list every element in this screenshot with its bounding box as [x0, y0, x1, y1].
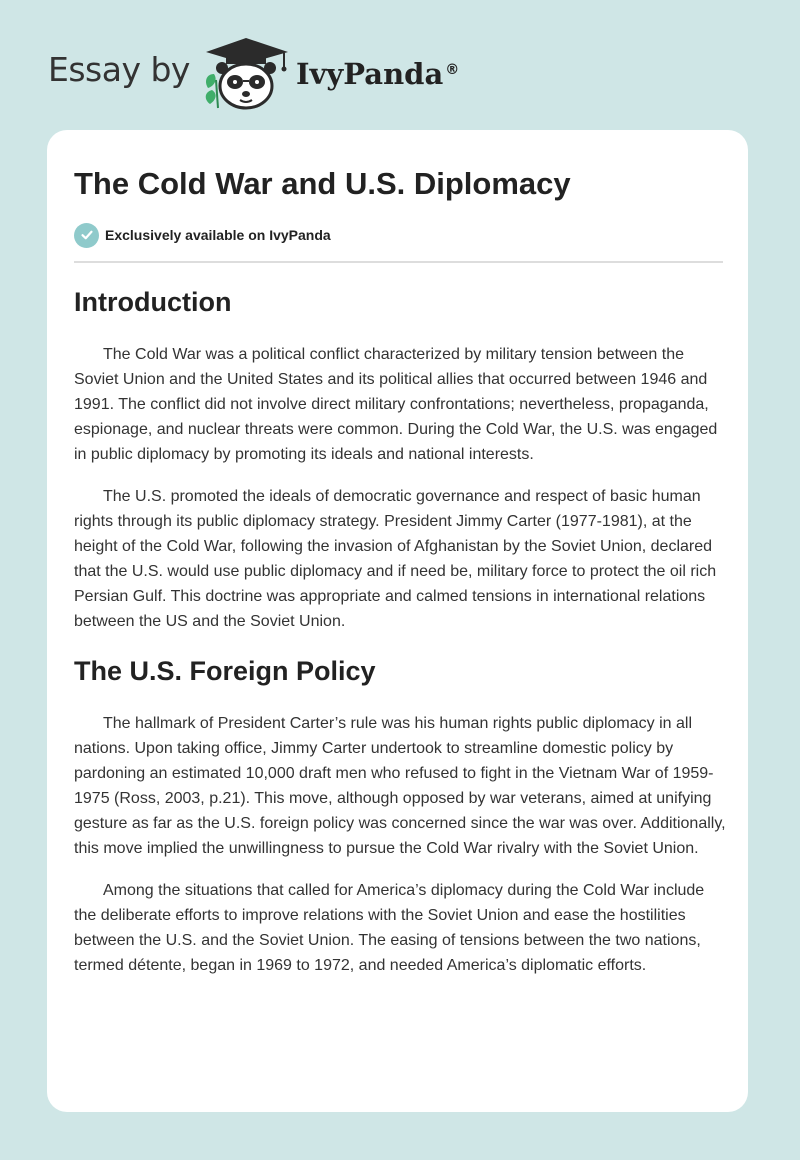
paragraph: The Cold War was a political conflict characterized by military tension between the Soviet Union and the United States and its political allies that occurred between 1946 and 1991. The conflict did not involve direct military confrontations; nevertheless, propaganda, espionage, and nuclear threats were common. During the Cold War, the U.S. was engaged in public diplomacy by promoting its ideals and national interests.: [74, 346, 718, 463]
essay-by-label: Essay by: [48, 50, 190, 89]
section-heading-foreign-policy: The U.S. Foreign Policy: [74, 656, 376, 686]
badge-label: Exclusively available on IvyPanda: [105, 227, 331, 243]
essay-card: [47, 130, 748, 1112]
registered-mark: ®: [445, 62, 460, 78]
section-heading-introduction: Introduction: [74, 287, 232, 317]
paragraph: Among the situations that called for America’s diplomacy during the Cold War include the deliberate efforts to improve relations with the Soviet Union and ease the hostilities between the U.S. and the Soviet Union. The easing of tensions between the two nations, termed détente, began in 1969 to 1972, and needed America’s diplomatic efforts.: [74, 882, 705, 974]
panda-logo-icon[interactable]: [200, 34, 292, 110]
check-circle-icon: [74, 223, 99, 248]
brand-text: IvyPanda: [296, 57, 444, 91]
paragraph: The U.S. promoted the ideals of democratic governance and respect of basic human rights through its public diplomacy strategy. President Jimmy Carter (1977-1981), at the height of the Cold War, following the invasion of Afghanistan by the Soviet Union, declared that the U.S. would use public diplomacy and if need be, military force to protect the oil rich Persian Gulf. This doctrine was appropriate and calmed tensions in international relations between the US and the Soviet Union.: [74, 488, 717, 630]
divider: [74, 261, 723, 263]
page-title: The Cold War and U.S. Diplomacy: [74, 166, 571, 201]
paragraph: The hallmark of President Carter’s rule was his human rights public diplomacy in all nations. Upon taking office, Jimmy Carter undertook to streamline domestic policy by pardoning an estimated 10,000 draft men who refused to fight in the Vietnam War of 1959-1975 (Ross, 2003, p.21). This move, although opposed by war veterans, aimed at unifying gesture as far as the U.S. foreign policy was concerned since the war was over. Additionally, this move implied the unwillingness to pursue the Cold War rivalry with the Soviet Union.: [74, 715, 726, 857]
exclusive-badge: [74, 222, 331, 248]
site-header: [0, 0, 800, 130]
brand-name[interactable]: [296, 54, 459, 94]
essay-body: [74, 280, 726, 978]
